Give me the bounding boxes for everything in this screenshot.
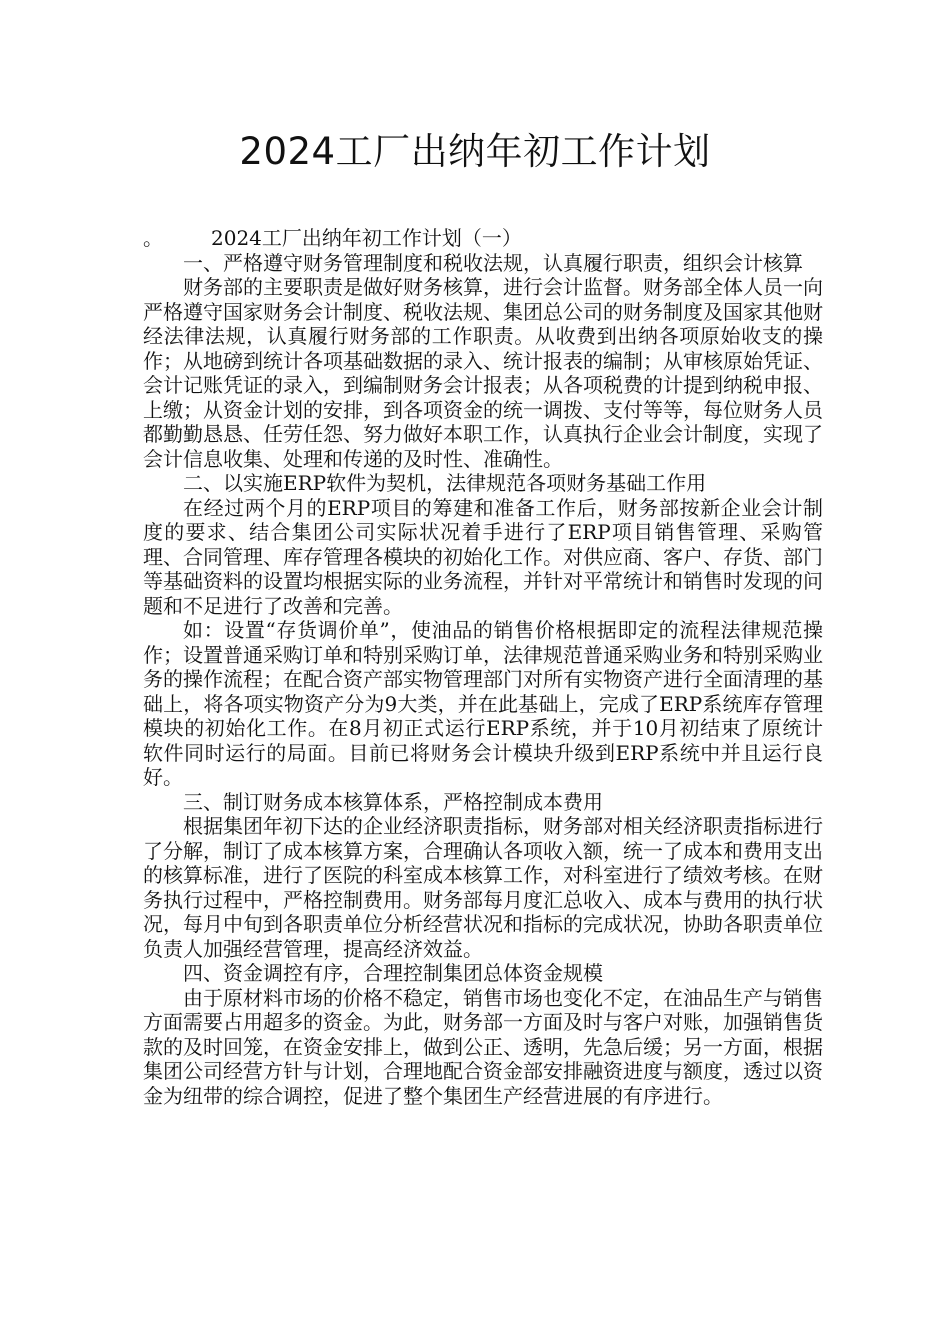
document-title: 2024工厂出纳年初工作计划: [239, 130, 711, 173]
document-body: [143, 226, 823, 1108]
paragraph-3: 如：设置“存货调价单”，使油品的销售价格根据即定的流程法律规范操作；设置普通采购订单和特别采购订单，法律规范普通采购业务和特别采购业务的操作流程；在配合资产部实物管理部门对所有实物资产进行全面清理的基础上，将各项实物资产分为9大类，并在此基础上，完成了ERP系统库存管理模块的初始化工作。在8月初正式运行ERP系统，并于10月初结束了原统计软件同时运行的局面。目前已将财务会计模块升级到ERP系统中并且运行良好。: [143, 618, 823, 789]
intro-heading: 2024工厂出纳年初工作计划（一）: [211, 226, 522, 250]
paragraph-2: 在经过两个月的ERP项目的筹建和准备工作后，财务部按新企业会计制度的要求、结合集团公司实际状况着手进行了ERP项目销售管理、采购管理、合同管理、库存管理各模块的初始化工作。对供应商、客户、存货、部门等基础资料的设置均根据实际的业务流程，并针对平常统计和销售时发现的问题和不足进行了改善和完善。: [143, 495, 823, 618]
section-heading-1: 一、严格遵守财务管理制度和税收法规，认真履行职责，组织会计核算: [183, 250, 803, 275]
section-heading-4: 四、资金调控有序，合理控制集团总体资金规模: [183, 961, 603, 985]
intro-mark: 。: [143, 226, 163, 250]
intro-line: [143, 226, 823, 251]
section-heading-3: 三、制订财务成本核算体系，严格控制成本费用: [183, 789, 603, 814]
paragraph-1: 财务部的主要职责是做好财务核算，进行会计监督。财务部全体人员一向严格遵守国家财务会计制度、税收法规、集团总公司的财务制度及国家其他财经法律法规，认真履行财务部的工作职责。从收费到出纳各项原始收支的操作；从地磅到统计各项基础数据的录入、统计报表的编制；从审核原始凭证、会计记账凭证的录入，到编制财务会计报表；从各项税费的计提到纳税申报、上缴；从资金计划的安排，到各项资金的统一调拨、支付等等，每位财务人员都勤勤恳恳、任劳任怨、努力做好本职工作，认真执行企业会计制度，实现了会计信息收集、处理和传递的及时性、准确性。: [143, 275, 823, 471]
paragraph-5: 由于原材料市场的价格不稳定，销售市场也变化不定，在油品生产与销售方面需要占用超多的资金。为此，财务部一方面及时与客户对账，加强销售货款的及时回笼，在资金安排上，做到公正、透明，先急后缓；另一方面，根据集团公司经营方针与计划，合理地配合资金部安排融资进度与额度，透过以资金为纽带的综合调控，促进了整个集团生产经营进展的有序进行。: [143, 985, 823, 1108]
paragraph-4: 根据集团年初下达的企业经济职责指标，财务部对相关经济职责指标进行了分解，制订了成本核算方案，合理确认各项收入额，统一了成本和费用支出的核算标准，进行了医院的科室成本核算工作，对科室进行了绩效考核。在财务执行过程中，严格控制费用。财务部每月度汇总收入、成本与费用的执行状况，每月中旬到各职责单位分析经营状况和指标的完成状况，协助各职责单位负责人加强经营管理，提高经济效益。: [143, 814, 823, 961]
section-heading-2: 二、以实施ERP软件为契机，法律规范各项财务基础工作用: [183, 471, 707, 495]
